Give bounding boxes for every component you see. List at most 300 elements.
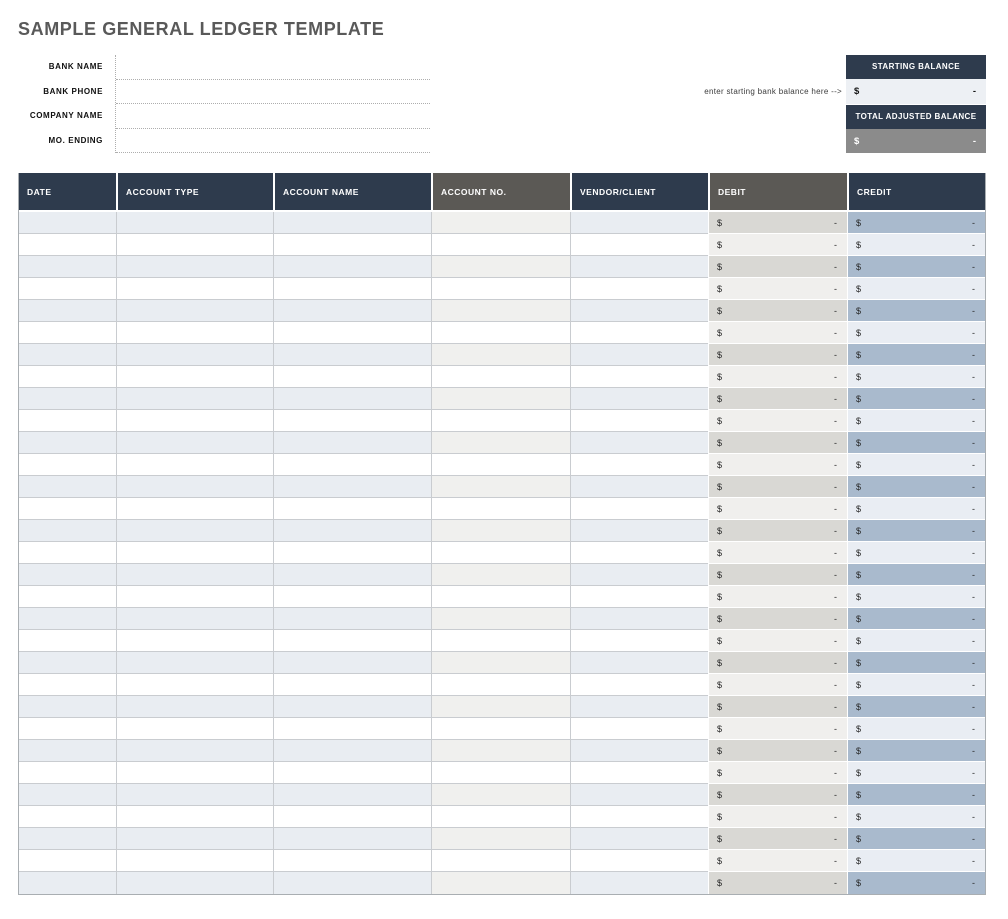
cell-vendor[interactable] [570,828,708,850]
cell-debit[interactable] [708,872,847,894]
cell-date[interactable] [19,740,116,762]
cell-credit[interactable] [847,234,985,256]
cell-credit[interactable] [847,212,985,234]
amount-placeholder: - [972,591,975,602]
cell-name[interactable] [273,212,431,234]
cell-no[interactable] [431,674,570,696]
cell-credit[interactable] [847,828,985,850]
money-cell-content [709,212,847,233]
cell-vendor[interactable] [570,278,708,300]
currency-symbol: $ [717,459,723,470]
money-cell-content [709,674,847,695]
cell-type[interactable] [116,652,273,674]
company-name-field[interactable] [116,104,430,129]
ledger-row [19,366,985,388]
cell-date[interactable] [19,476,116,498]
cell-debit[interactable] [708,410,847,432]
cell-vendor[interactable] [570,410,708,432]
cell-credit[interactable] [847,740,985,762]
cell-type[interactable] [116,388,273,410]
mo-ending-value [116,129,430,153]
cell-type[interactable] [116,256,273,278]
cell-vendor[interactable] [570,630,708,652]
cell-credit[interactable] [847,432,985,454]
cell-debit[interactable] [708,564,847,586]
cell-no[interactable] [431,212,570,234]
cell-vendor[interactable] [570,498,708,520]
cell-vendor[interactable] [570,696,708,718]
starting-balance-note: enter starting bank balance here --> [704,87,842,96]
cell-debit[interactable] [708,762,847,784]
cell-name[interactable] [273,784,431,806]
cell-debit[interactable] [708,432,847,454]
currency-symbol: $ [717,481,723,492]
cell-debit[interactable] [708,630,847,652]
amount-placeholder: - [834,679,837,690]
cell-debit[interactable] [708,388,847,410]
money-cell-content [848,212,985,233]
cell-type[interactable] [116,696,273,718]
cell-debit[interactable] [708,674,847,696]
cell-credit[interactable] [847,718,985,740]
ledger-row [19,432,985,454]
cell-date[interactable] [19,256,116,278]
cell-date[interactable] [19,608,116,630]
page-title: SAMPLE GENERAL LEDGER TEMPLATE [18,19,385,39]
cell-no[interactable] [431,432,570,454]
cell-date[interactable] [19,234,116,256]
cell-credit[interactable] [847,762,985,784]
cell-type[interactable] [116,476,273,498]
cell-no[interactable] [431,696,570,718]
cell-credit[interactable] [847,542,985,564]
cell-vendor[interactable] [570,322,708,344]
cell-debit[interactable] [708,608,847,630]
currency-symbol: $ [856,635,862,646]
cell-no[interactable] [431,806,570,828]
cell-credit[interactable] [847,278,985,300]
cell-no[interactable] [431,542,570,564]
cell-type[interactable] [116,542,273,564]
money-cell-content [709,806,847,827]
ledger-row [19,872,985,894]
cell-type[interactable] [116,300,273,322]
mo-ending-field[interactable] [116,129,430,154]
cell-date[interactable] [19,806,116,828]
cell-type[interactable] [116,520,273,542]
cell-vendor[interactable] [570,454,708,476]
cell-name[interactable] [273,828,431,850]
cell-type[interactable] [116,278,273,300]
cell-no[interactable] [431,740,570,762]
cell-debit[interactable] [708,542,847,564]
ledger-row [19,564,985,586]
cell-date[interactable] [19,652,116,674]
cell-date[interactable] [19,872,116,894]
cell-name[interactable] [273,388,431,410]
cell-type[interactable] [116,454,273,476]
cell-date[interactable] [19,674,116,696]
cell-vendor[interactable] [570,388,708,410]
cell-credit[interactable] [847,366,985,388]
cell-type[interactable] [116,234,273,256]
amount-placeholder: - [972,349,975,360]
ledger-row [19,740,985,762]
ledger-row [19,234,985,256]
cell-date[interactable] [19,498,116,520]
cell-no[interactable] [431,322,570,344]
currency-symbol: $ [717,283,723,294]
cell-vendor[interactable] [570,234,708,256]
cell-debit[interactable] [708,278,847,300]
currency-symbol: $ [856,657,862,668]
cell-type[interactable] [116,586,273,608]
cell-debit[interactable] [708,586,847,608]
cell-type[interactable] [116,762,273,784]
cell-type[interactable] [116,740,273,762]
cell-credit[interactable] [847,322,985,344]
cell-debit[interactable] [708,740,847,762]
bank-phone-field[interactable] [116,80,430,105]
column-header-account-type: ACCOUNT TYPE [116,173,273,212]
cell-credit[interactable] [847,608,985,630]
cell-vendor[interactable] [570,212,708,234]
money-cell-content [709,476,847,497]
cell-debit[interactable] [708,344,847,366]
cell-debit[interactable] [708,718,847,740]
cell-no[interactable] [431,872,570,894]
cell-credit[interactable] [847,674,985,696]
cell-type[interactable] [116,872,273,894]
cell-date[interactable] [19,850,116,872]
cell-date[interactable] [19,784,116,806]
column-header-date: DATE [19,173,116,212]
cell-date[interactable] [19,388,116,410]
currency-symbol: $ [717,349,723,360]
cell-type[interactable] [116,828,273,850]
bank-name-field[interactable] [116,55,430,80]
cell-name[interactable] [273,850,431,872]
currency-symbol: $ [856,679,862,690]
cell-no[interactable] [431,278,570,300]
cell-name[interactable] [273,410,431,432]
cell-name[interactable] [273,630,431,652]
ledger-row [19,344,985,366]
cell-no[interactable] [431,256,570,278]
cell-no[interactable] [431,300,570,322]
cell-date[interactable] [19,344,116,366]
cell-vendor[interactable] [570,586,708,608]
ledger-row [19,762,985,784]
cell-date[interactable] [19,828,116,850]
amount-placeholder: - [834,789,837,800]
currency-symbol: $ [717,437,723,448]
cell-name[interactable] [273,278,431,300]
cell-vendor[interactable] [570,542,708,564]
cell-no[interactable] [431,498,570,520]
cell-debit[interactable] [708,850,847,872]
cell-debit[interactable] [708,828,847,850]
currency-symbol: $ [717,833,723,844]
cell-type[interactable] [116,410,273,432]
money-cell-content [709,850,847,871]
cell-debit[interactable] [708,212,847,234]
cell-date[interactable] [19,366,116,388]
cell-name[interactable] [273,520,431,542]
cell-name[interactable] [273,652,431,674]
cell-debit[interactable] [708,806,847,828]
money-cell-content [848,454,985,475]
cell-type[interactable] [116,630,273,652]
total-adjusted-balance-value: - [972,135,976,147]
cell-credit[interactable] [847,410,985,432]
money-cell-content [848,696,985,717]
cell-debit[interactable] [708,498,847,520]
money-cell-content [709,630,847,651]
currency-symbol: $ [856,723,862,734]
amount-placeholder: - [834,349,837,360]
cell-credit[interactable] [847,630,985,652]
cell-type[interactable] [116,564,273,586]
bank-name-value [116,55,430,79]
cell-vendor[interactable] [570,344,708,366]
cell-vendor[interactable] [570,740,708,762]
amount-placeholder: - [834,525,837,536]
cell-date[interactable] [19,542,116,564]
cell-credit[interactable] [847,520,985,542]
cell-vendor[interactable] [570,784,708,806]
ledger-row [19,256,985,278]
currency-symbol: $ [717,613,723,624]
cell-name[interactable] [273,300,431,322]
cell-date[interactable] [19,762,116,784]
cell-credit[interactable] [847,586,985,608]
currency-symbol: $ [856,569,862,580]
currency-symbol: $ [717,635,723,646]
amount-placeholder: - [972,767,975,778]
cell-date[interactable] [19,718,116,740]
cell-vendor[interactable] [570,674,708,696]
cell-name[interactable] [273,608,431,630]
cell-type[interactable] [116,344,273,366]
cell-date[interactable] [19,696,116,718]
cell-credit[interactable] [847,256,985,278]
currency-symbol: $ [717,878,723,888]
cell-credit[interactable] [847,872,985,894]
cell-debit[interactable] [708,454,847,476]
money-cell-content [848,542,985,563]
ledger-row [19,806,985,828]
cell-type[interactable] [116,366,273,388]
cell-vendor[interactable] [570,256,708,278]
cell-vendor[interactable] [570,520,708,542]
cell-no[interactable] [431,366,570,388]
cell-no[interactable] [431,454,570,476]
cell-vendor[interactable] [570,652,708,674]
cell-vendor[interactable] [570,718,708,740]
cell-name[interactable] [273,256,431,278]
cell-vendor[interactable] [570,432,708,454]
cell-date[interactable] [19,300,116,322]
cell-date[interactable] [19,278,116,300]
cell-credit[interactable] [847,806,985,828]
cell-vendor[interactable] [570,762,708,784]
cell-type[interactable] [116,718,273,740]
cell-name[interactable] [273,476,431,498]
cell-name[interactable] [273,322,431,344]
cell-no[interactable] [431,344,570,366]
cell-credit[interactable] [847,652,985,674]
amount-placeholder: - [834,437,837,448]
cell-name[interactable] [273,498,431,520]
cell-debit[interactable] [708,520,847,542]
cell-no[interactable] [431,608,570,630]
amount-placeholder: - [834,239,837,250]
cell-credit[interactable] [847,454,985,476]
cell-name[interactable] [273,454,431,476]
cell-credit[interactable] [847,498,985,520]
cell-type[interactable] [116,498,273,520]
cell-credit[interactable] [847,344,985,366]
cell-date[interactable] [19,586,116,608]
cell-no[interactable] [431,762,570,784]
cell-vendor[interactable] [570,872,708,894]
money-cell-content [848,432,985,453]
cell-credit[interactable] [847,850,985,872]
cell-type[interactable] [116,674,273,696]
cell-name[interactable] [273,542,431,564]
cell-debit[interactable] [708,366,847,388]
cell-no[interactable] [431,520,570,542]
cell-name[interactable] [273,432,431,454]
cell-no[interactable] [431,850,570,872]
cell-type[interactable] [116,806,273,828]
currency-symbol: $ [717,239,723,250]
cell-name[interactable] [273,872,431,894]
amount-placeholder: - [834,591,837,602]
ledger-row [19,850,985,872]
cell-debit[interactable] [708,300,847,322]
cell-credit[interactable] [847,696,985,718]
cell-type[interactable] [116,322,273,344]
cell-no[interactable] [431,564,570,586]
cell-no[interactable] [431,234,570,256]
cell-name[interactable] [273,674,431,696]
amount-placeholder: - [972,811,975,822]
cell-date[interactable] [19,432,116,454]
starting-balance-cell[interactable] [846,79,986,104]
cell-debit[interactable] [708,234,847,256]
cell-date[interactable] [19,564,116,586]
cell-type[interactable] [116,608,273,630]
cell-credit[interactable] [847,476,985,498]
amount-placeholder: - [972,415,975,426]
money-cell-content [848,608,985,629]
cell-no[interactable] [431,652,570,674]
currency-symbol: $ [717,415,723,426]
cell-type[interactable] [116,784,273,806]
cell-name[interactable] [273,564,431,586]
cell-date[interactable] [19,212,116,234]
cell-type[interactable] [116,432,273,454]
ledger-row [19,322,985,344]
money-cell-content [709,410,847,431]
cell-no[interactable] [431,828,570,850]
cell-no[interactable] [431,630,570,652]
cell-credit[interactable] [847,564,985,586]
cell-credit[interactable] [847,388,985,410]
cell-credit[interactable] [847,784,985,806]
amount-placeholder: - [972,217,975,228]
cell-no[interactable] [431,410,570,432]
cell-date[interactable] [19,630,116,652]
currency-symbol: $ [856,701,862,712]
cell-vendor[interactable] [570,476,708,498]
cell-debit[interactable] [708,784,847,806]
cell-name[interactable] [273,366,431,388]
money-cell-content [709,344,847,365]
cell-name[interactable] [273,586,431,608]
currency-symbol: $ [717,855,723,866]
amount-placeholder: - [834,811,837,822]
cell-name[interactable] [273,718,431,740]
cell-date[interactable] [19,410,116,432]
cell-date[interactable] [19,454,116,476]
cell-name[interactable] [273,344,431,366]
cell-name[interactable] [273,762,431,784]
cell-name[interactable] [273,806,431,828]
cell-vendor[interactable] [570,564,708,586]
money-cell-content [848,762,985,783]
amount-placeholder: - [972,371,975,382]
cell-vendor[interactable] [570,300,708,322]
starting-balance-value: - [972,86,976,97]
amount-placeholder: - [834,878,837,888]
cell-no[interactable] [431,586,570,608]
amount-placeholder: - [834,305,837,316]
money-cell-content [848,564,985,585]
cell-debit[interactable] [708,652,847,674]
money-cell-content [848,300,985,321]
amount-placeholder: - [834,635,837,646]
cell-no[interactable] [431,476,570,498]
amount-placeholder: - [834,217,837,228]
cell-vendor[interactable] [570,850,708,872]
cell-credit[interactable] [847,300,985,322]
cell-type[interactable] [116,850,273,872]
cell-vendor[interactable] [570,806,708,828]
cell-vendor[interactable] [570,608,708,630]
cell-debit[interactable] [708,256,847,278]
ledger-row [19,608,985,630]
ledger-row [19,410,985,432]
cell-no[interactable] [431,388,570,410]
cell-date[interactable] [19,520,116,542]
cell-type[interactable] [116,212,273,234]
cell-vendor[interactable] [570,366,708,388]
cell-debit[interactable] [708,322,847,344]
cell-name[interactable] [273,740,431,762]
cell-no[interactable] [431,784,570,806]
currency-symbol: $ [856,613,862,624]
currency-symbol: $ [717,723,723,734]
cell-debit[interactable] [708,476,847,498]
cell-name[interactable] [273,696,431,718]
cell-debit[interactable] [708,696,847,718]
cell-date[interactable] [19,322,116,344]
cell-no[interactable] [431,718,570,740]
cell-name[interactable] [273,234,431,256]
